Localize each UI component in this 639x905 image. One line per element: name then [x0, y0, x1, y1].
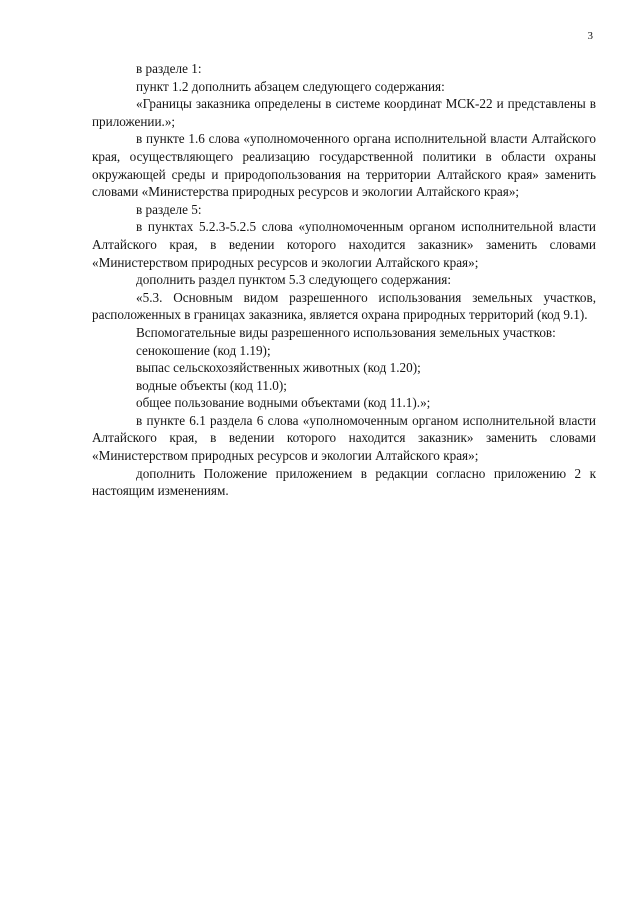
list-item-water-objects: водные объекты (код 11.0);	[136, 377, 287, 393]
paragraph-section-5: в разделе 5:	[136, 201, 202, 217]
paragraph-auxiliary-uses: Вспомогательные виды разрешенного использования земельных участков:	[136, 324, 556, 340]
paragraph-add-5-3: дополнить раздел пунктом 5.3 следующего содержания:	[136, 272, 451, 288]
document-body	[92, 60, 596, 500]
paragraph-items-5-2: в пунктах 5.2.3-5.2.5 слова «уполномоченным органом исполнительной власти Алтайского края, в ведении которого находится заказник» заменить словами «Министерством природных ресурсов и экологии Алтайского края»;	[92, 219, 596, 270]
paragraph-quote-boundaries: «Границы заказника определены в системе координат МСК-22 и представлены в приложении.»;	[92, 96, 596, 129]
paragraph-quote-5-3: «5.3. Основным видом разрешенного использования земельных участков, расположенных в границах заказника, является охрана природных территорий (код 9.1).	[92, 289, 596, 323]
paragraph-item-1-6: в пункте 1.6 слова «уполномоченного органа исполнительной власти Алтайского края, осуществляющего реализацию государственной политики в области охраны окружающей среды и природопользования на территории Алтайского края» заменить словами «Министерства природных ресурсов и экологии Алтайского края»;	[92, 131, 596, 200]
paragraph-item-6-1: в пункте 6.1 раздела 6 слова «уполномоченным органом исполнительной власти Алтайского края, в ведении которого находится заказник» заменить словами «Министерством природных ресурсов и экологии Алтайского края»;	[92, 412, 596, 464]
list-item-grazing: выпас сельскохозяйственных животных (код 1.20);	[136, 360, 421, 376]
list-item-water-use: общее пользование водными объектами (код 11.1).»;	[136, 395, 431, 411]
paragraph-add-appendix: дополнить Положение приложением в редакции согласно приложению 2 к настоящим изменениям.	[92, 465, 596, 499]
paragraph-section-1: в разделе 1:	[136, 61, 202, 76]
page-number: 3	[587, 30, 593, 42]
list-item-haymaking: сенокошение (код 1.19);	[136, 342, 271, 358]
paragraph-item-1-2: пункт 1.2 дополнить абзацем следующего содержания:	[136, 78, 445, 94]
